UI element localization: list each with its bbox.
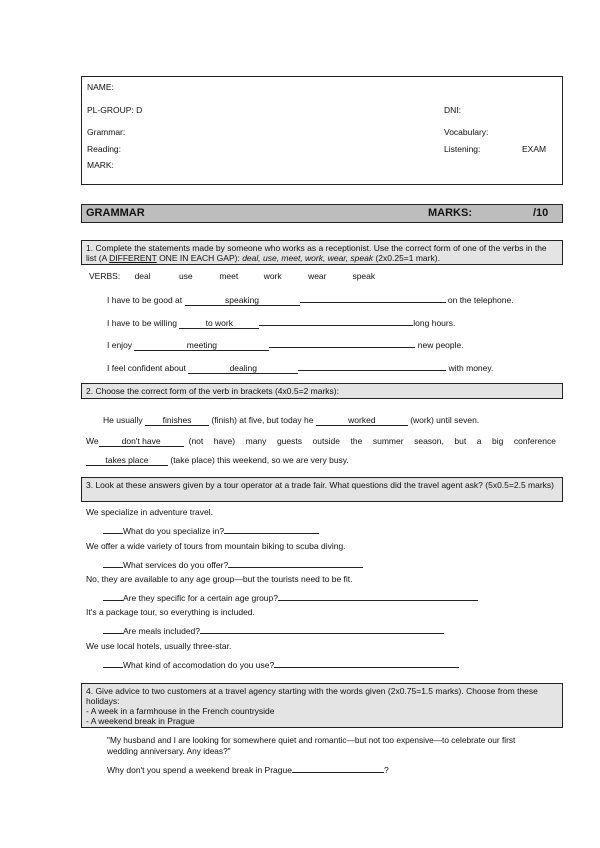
q3-answer-line xyxy=(103,591,478,603)
q4-quote-line-2: wedding anniversary. Any ideas?" xyxy=(107,746,231,756)
listening-score-label: Listening: xyxy=(444,144,481,154)
blank-line xyxy=(103,591,123,601)
q3-statement: We specialize in adventure travel. xyxy=(86,507,213,517)
q2-instruction-text: 2. Choose the correct form of the verb in brackets (4x0.5=2 marks): xyxy=(86,386,339,396)
q1-item-2 xyxy=(107,316,455,329)
q4-option: - A week in a farmhouse in the French countryside xyxy=(86,706,275,716)
verbs-list xyxy=(89,271,375,281)
verb-item: wear xyxy=(308,271,327,281)
q1-item-4 xyxy=(107,361,493,374)
q3-statement: We offer a wide variety of tours from mountain biking to scuba diving. xyxy=(86,541,346,551)
q2-answer-blank[interactable]: worked xyxy=(316,415,408,426)
blank-line xyxy=(298,361,446,371)
verb-item: meet xyxy=(219,271,239,281)
q1-answer-blank[interactable]: to work xyxy=(179,318,259,329)
marks-label: MARKS: xyxy=(428,207,472,219)
q3-answer[interactable]: Are they specific for a certain age group? xyxy=(123,593,278,603)
q2-text: He usually xyxy=(103,415,146,425)
q2-sentence-2 xyxy=(86,436,556,447)
question-1-instruction xyxy=(81,240,563,265)
blank-line xyxy=(224,524,319,534)
q3-answer[interactable]: What do you specialize in? xyxy=(123,526,225,536)
q1-item-text: I enjoy xyxy=(107,340,135,350)
q2-text: We xyxy=(86,436,99,446)
q3-statement: No, they are available to any age group—but the tourists need to be fit. xyxy=(86,574,353,584)
q4-answer-end: ? xyxy=(383,765,389,775)
mark-label: MARK: xyxy=(87,160,114,170)
q3-answer-line xyxy=(103,524,319,536)
q3-answer[interactable]: What services do you offer? xyxy=(123,560,229,570)
q1-item-text: I have to be good at xyxy=(107,295,185,305)
q2-sentence-3 xyxy=(86,455,349,466)
verb-item: use xyxy=(178,271,193,281)
grammar-score-label: Grammar: xyxy=(87,127,126,137)
blank-line xyxy=(228,558,363,568)
question-4-instruction xyxy=(81,683,563,728)
q1-answer-blank[interactable]: dealing xyxy=(188,363,298,374)
group-label: PL-GROUP: D xyxy=(87,105,143,115)
q1-instruction-underlined: DIFFERENT xyxy=(109,253,157,263)
q3-statement: We use local hotels, usually three-star. xyxy=(86,641,232,651)
student-info-box xyxy=(81,76,563,185)
q1-instruction-verbs: deal, use, meet, work, wear, speak xyxy=(242,253,374,263)
q2-answer-blank[interactable]: don't have xyxy=(99,436,184,447)
verb-item: speak xyxy=(352,271,376,281)
q3-answer[interactable]: What kind of accomodation do you use? xyxy=(123,660,275,670)
question-3-instruction xyxy=(81,477,563,502)
q1-answer-blank[interactable]: meeting xyxy=(134,340,269,351)
blank-line xyxy=(278,591,478,601)
q4-answer-text[interactable]: Why don't you spend a weekend break in Prague xyxy=(107,765,292,775)
q3-instruction-text: 3. Look at these answers given by a tour operator at a trade fair. What questions did the travel agent ask? (5x0.5=2.5 marks) xyxy=(86,480,554,490)
q1-instruction-mid: ONE IN EACH GAP): xyxy=(156,253,243,263)
grammar-section-bar xyxy=(81,204,563,223)
q1-instruction-pre: 1. Complete the statements made by someone who works as a receptionist. Use the correct form of one of the verbs in the list (A xyxy=(86,243,547,263)
q3-statement: It's a package tour, so everything is included. xyxy=(86,607,255,617)
name-label: NAME: xyxy=(87,82,114,92)
q1-answer-blank[interactable]: speaking xyxy=(185,295,300,306)
q4-option: - A weekend break in Prague xyxy=(86,716,195,726)
q4-quote-line-1: "My husband and I are looking for somewhere quiet and romantic—but not too expensive—to celebrate our first xyxy=(107,735,516,745)
q2-answer-blank[interactable]: takes place xyxy=(86,455,168,466)
q3-answer[interactable]: Are meals included? xyxy=(123,626,201,636)
q4-answer-line xyxy=(107,763,389,775)
q1-item-text: I have to be willing xyxy=(107,318,180,328)
question-2-instruction xyxy=(81,383,563,399)
reading-score-label: Reading: xyxy=(87,144,122,154)
marks-value: /10 xyxy=(533,207,549,219)
verb-item: deal xyxy=(134,271,151,281)
blank-line xyxy=(103,658,123,668)
blank-line xyxy=(103,558,123,568)
q1-item-1 xyxy=(107,293,514,306)
blank-line xyxy=(103,624,123,634)
exam-label: EXAM xyxy=(522,144,547,154)
q1-item-text: long hours. xyxy=(413,318,456,328)
verb-item: work xyxy=(263,271,282,281)
q1-instruction-post: (2x0.25=1 mark). xyxy=(373,253,440,263)
q2-text: (work) until seven. xyxy=(407,415,480,425)
q2-text: (finish) at five, but today he xyxy=(209,415,316,425)
blank-line xyxy=(274,658,459,668)
q3-answer-line xyxy=(103,624,444,636)
grammar-title: GRAMMAR xyxy=(86,207,145,219)
blank-line xyxy=(103,524,123,534)
q3-answer-line xyxy=(103,658,459,670)
q2-text: (not have) many guests outside the summer season, but a big conference xyxy=(188,436,556,446)
q1-item-text: on the telephone. xyxy=(445,295,514,305)
dni-label: DNI: xyxy=(444,105,461,115)
q1-item-text: new people. xyxy=(415,340,464,350)
q1-item-text: I feel confident about xyxy=(107,363,189,373)
blank-line xyxy=(200,624,444,634)
q1-item-3 xyxy=(107,338,464,351)
blank-line xyxy=(300,293,446,303)
q4-instruction-text: 4. Give advice to two customers at a travel agency starting with the words given (2x0.75=1.5 marks). Choose from these holidays: xyxy=(86,686,538,706)
vocabulary-score-label: Vocabulary: xyxy=(444,127,489,137)
q1-item-text: with money. xyxy=(446,363,494,373)
q3-answer-line xyxy=(103,558,363,570)
q2-text: (take place) this weekend, so we are very busy. xyxy=(168,455,349,465)
q2-sentence-1 xyxy=(103,415,479,426)
blank-line xyxy=(259,316,413,326)
blank-line xyxy=(292,763,384,773)
verbs-label: VERBS: xyxy=(89,271,121,281)
blank-line xyxy=(269,338,415,348)
q2-answer-blank[interactable]: finishes xyxy=(145,415,209,426)
